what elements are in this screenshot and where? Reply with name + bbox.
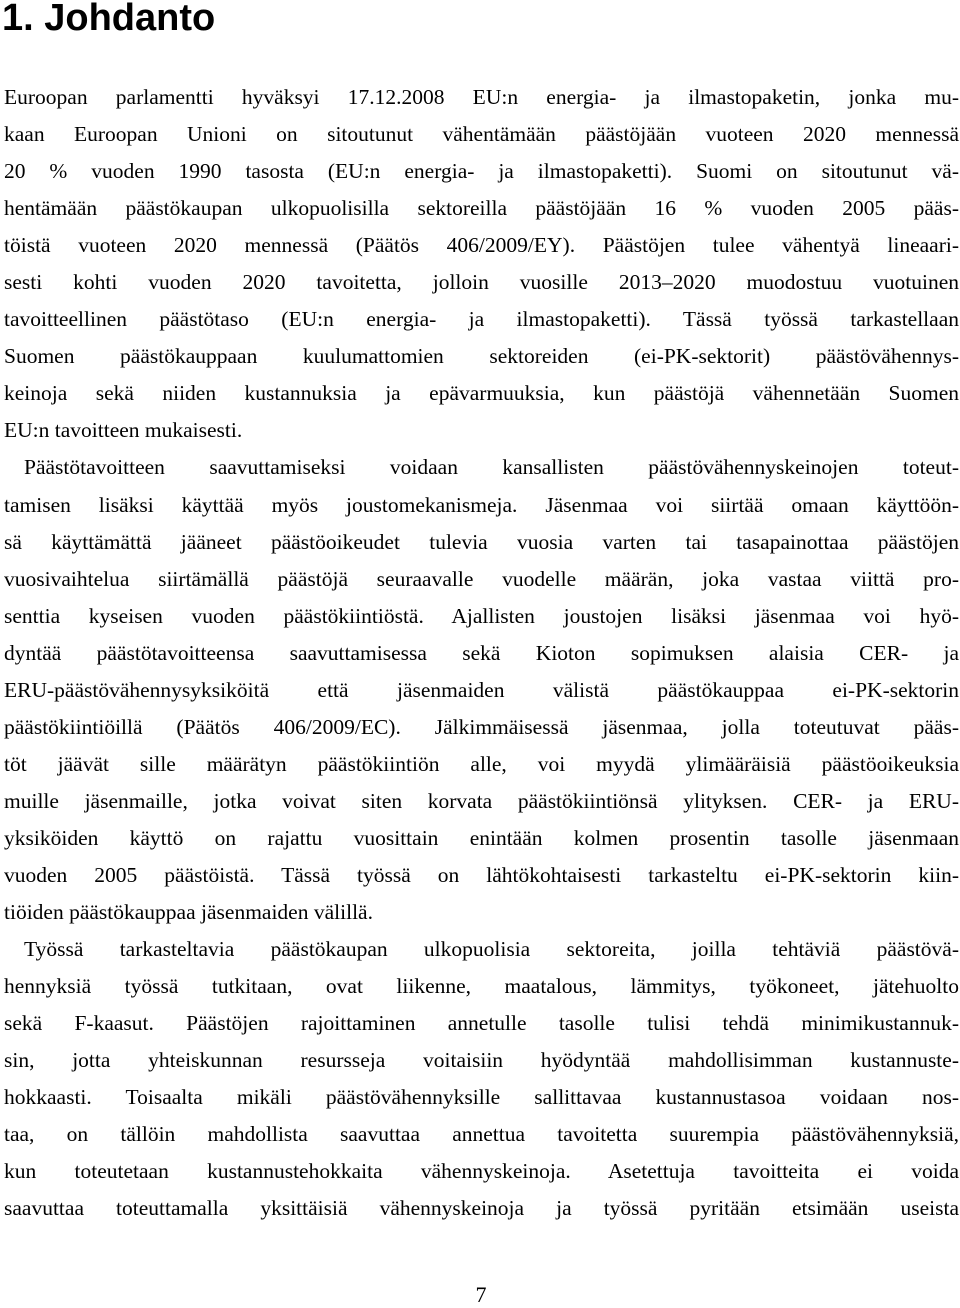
page-number: 7 — [475, 1282, 487, 1307]
text-line: hentämään päästökaupan ulkopuolisilla sektoreilla päästöjään 16 % vuoden 2005 pääs- — [4, 196, 959, 221]
text-line: vuoden 2005 päästöistä. Tässä työssä on lähtökohtaisesti tarkasteltu ei-PK-sektorin kiin- — [4, 862, 959, 887]
text-line: ERU-päästövähennysyksiköitä että jäsenmaiden välistä päästökauppaa ei-PK-sektorin — [4, 677, 959, 702]
text-line: vuosivaihtelua siirtämällä päästöjä seuraavalle vuodelle määrän, joka vastaa viittä pro- — [4, 566, 959, 591]
text-line: päästökiintiöillä (Päätös 406/2009/EC). Jälkimmäisessä jäsenmaa, jolla toteutuvat pääs- — [4, 714, 959, 739]
section-heading: 1. Johdanto — [2, 0, 216, 39]
text-line: Työssä tarkasteltavia päästökaupan ulkopuolisia sektoreita, joilla tehtäviä päästövä- — [24, 937, 959, 962]
body-text — [4, 79, 959, 1227]
text-line: sä käyttämättä jääneet päästöoikeudet tulevia vuosia varten tai tasapainottaa päästöjen — [4, 529, 959, 554]
text-line: Euroopan parlamentti hyväksyi 17.12.2008 EU:n energia- ja ilmastopaketin, jonka mu- — [4, 85, 959, 109]
text-line: Suomen päästökauppaan kuulumattomien sektoreiden (ei-PK-sektorit) päästövähennys- — [4, 344, 959, 369]
text-line: töt jäävät sille määrätyn päästökiintiön alle, voi myydä ylimääräisiä päästöoikeuksia — [4, 751, 959, 776]
text-line: kaan Euroopan Unioni on sitoutunut vähentämään päästöjään vuoteen 2020 mennessä — [4, 122, 959, 147]
text-line: tavoitteellinen päästötaso (EU:n energia- ja ilmastopaketti). Tässä työssä tarkastellaan — [4, 307, 959, 332]
text-line: muille jäsenmaille, jotka voivat siten korvata päästökiintiönsä ylityksen. CER- ja ERU- — [4, 788, 959, 813]
text-line: sekä F-kaasut. Päästöjen rajoittaminen annetulle tasolle tulisi tehdä minimikustannuk- — [4, 1011, 959, 1036]
text-line: saavuttaa toteuttamalla yksittäisiä vähennyskeinoja ja työssä pyritään etsimään useista — [4, 1196, 959, 1221]
text-line: sesti kohti vuoden 2020 tavoitetta, jolloin vuosille 2013–2020 muodostuu vuotuinen — [4, 270, 959, 295]
text-line: kun toteutetaan kustannustehokkaita vähennyskeinoja. Asetettuja tavoitteita ei voida — [4, 1159, 959, 1184]
text-line: keinoja sekä niiden kustannuksia ja epävarmuuksia, kun päästöjä vähennetään Suomen — [4, 381, 959, 406]
text-line: sin, jotta yhteiskunnan resursseja voitaisiin hyödyntää mahdollisimman kustannuste- — [4, 1048, 959, 1073]
text-line: EU:n tavoitteen mukaisesti. — [4, 418, 243, 443]
text-line: tamisen lisäksi käyttää myös joustomekanismeja. Jäsenmaa voi siirtää omaan käyttöön- — [4, 492, 959, 517]
text-line: dyntää päästötavoitteensa saavuttamisessa sekä Kioton sopimuksen alaisia CER- ja — [4, 640, 959, 665]
text-line: taa, on tällöin mahdollista saavuttaa annettua tavoitetta suurempia päästövähennyksiä, — [4, 1122, 959, 1147]
text-line: hennyksiä työssä tutkitaan, ovat liikenne, maatalous, lämmitys, työkoneet, jätehuolto — [4, 974, 959, 999]
text-line: Päästötavoitteen saavuttamiseksi voidaan kansallisten päästövähennyskeinojen toteut- — [24, 455, 959, 480]
text-line: 20 % vuoden 1990 tasosta (EU:n energia- ja ilmastopaketti). Suomi on sitoutunut vä- — [4, 159, 959, 184]
text-line: tiöiden päästökauppaa jäsenmaiden välillä. — [4, 900, 373, 925]
text-line: hokkaasti. Toisaalta mikäli päästövähennyksille sallittavaa kustannustasoa voidaan nos- — [4, 1085, 959, 1110]
text-line: senttia kyseisen vuoden päästökiintiöstä. Ajallisten joustojen lisäksi jäsenmaa voi hyö- — [4, 603, 959, 628]
text-line: töistä vuoteen 2020 mennessä (Päätös 406/2009/EY). Päästöjen tulee vähentyä lineaari- — [4, 233, 959, 258]
text-line: yksiköiden käyttö on rajattu vuosittain enintään kolmen prosentin tasolle jäsenmaan — [4, 825, 959, 850]
